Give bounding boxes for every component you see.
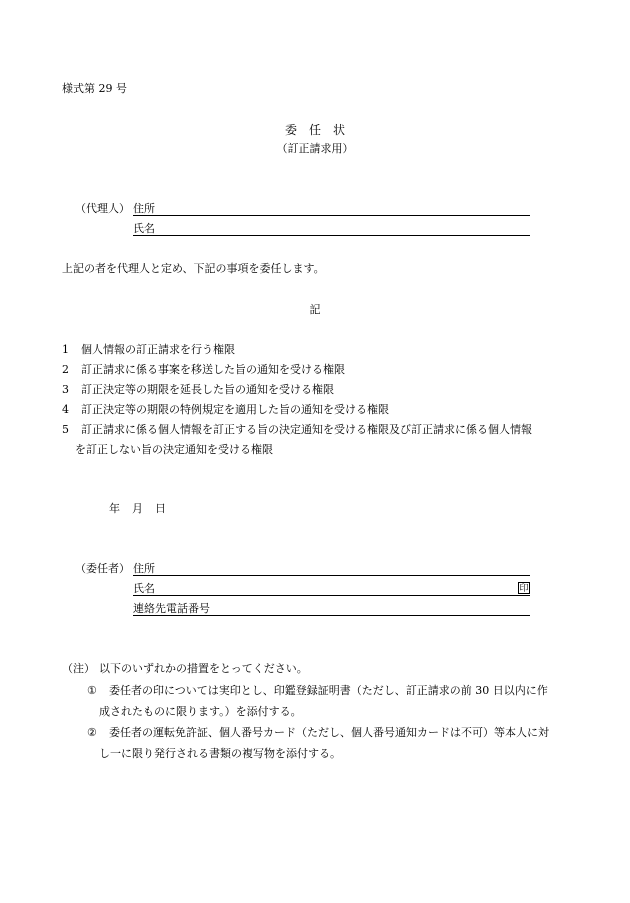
note-text-continuation: 成されたものに限ります。）を添付する。 <box>99 705 302 718</box>
list-item-number: 4 <box>62 403 69 416</box>
list-item-number: 5 <box>62 423 69 436</box>
list-item-number: 1 <box>62 343 69 356</box>
form-number: 様式第 29 号 <box>62 82 127 95</box>
list-item: 訂正請求に係る事案を移送した旨の通知を受ける権限 <box>81 363 345 376</box>
agent-name-label: 氏名 <box>133 222 155 235</box>
list-item-number: 3 <box>62 383 69 396</box>
list-item: 訂正決定等の期限を延長した旨の通知を受ける権限 <box>81 383 334 396</box>
list-item: 訂正決定等の期限の特例規定を適用した旨の通知を受ける権限 <box>81 403 389 416</box>
agent-address-line[interactable] <box>133 215 530 216</box>
seal-box: 印 <box>519 584 529 594</box>
note-text: 委任者の印については実印とし、印鑑登録証明書（ただし、訂正請求の前 30 日以内に作 <box>109 684 548 697</box>
note-text-continuation: し一に限り発行される書類の複写物を添付する。 <box>99 747 341 760</box>
principal-name-line[interactable] <box>133 595 530 596</box>
agent-label: （代理人） <box>75 202 130 215</box>
agent-name-line[interactable] <box>133 235 530 236</box>
principal-name-label: 氏名 <box>133 582 155 595</box>
date-year: 年 <box>109 502 120 515</box>
notes-label: （注） <box>62 662 95 675</box>
principal-address-line[interactable] <box>133 575 530 576</box>
note-mark: ① <box>87 684 97 697</box>
delegation-statement: 上記の者を代理人と定め、下記の事項を委任します。 <box>62 262 325 275</box>
principal-address-label: 住所 <box>133 562 155 575</box>
notes-intro: 以下のいずれかの措置をとってください。 <box>99 662 308 675</box>
document-subtitle: （訂正請求用） <box>276 142 354 155</box>
note-mark: ② <box>87 726 97 739</box>
principal-label: （委任者） <box>75 562 130 575</box>
principal-phone-line[interactable] <box>133 615 530 616</box>
agent-address-label: 住所 <box>133 202 155 215</box>
date-day: 日 <box>155 502 166 515</box>
principal-phone-label: 連絡先電話番号 <box>133 602 210 615</box>
note-text: 委任者の運転免許証、個人番号カード（ただし、個人番号通知カードは不可）等本人に対 <box>109 726 549 739</box>
ki-heading: 記 <box>309 303 321 316</box>
list-item-continuation: を訂正しない旨の決定通知を受ける権限 <box>75 443 273 456</box>
date-month: 月 <box>132 502 143 515</box>
list-item: 訂正請求に係る個人情報を訂正する旨の決定通知を受ける権限及び訂正請求に係る個人情報 <box>81 423 532 436</box>
document-title: 委 任 状 <box>284 123 345 137</box>
list-item: 個人情報の訂正請求を行う権限 <box>81 343 235 356</box>
list-item-number: 2 <box>62 363 69 376</box>
